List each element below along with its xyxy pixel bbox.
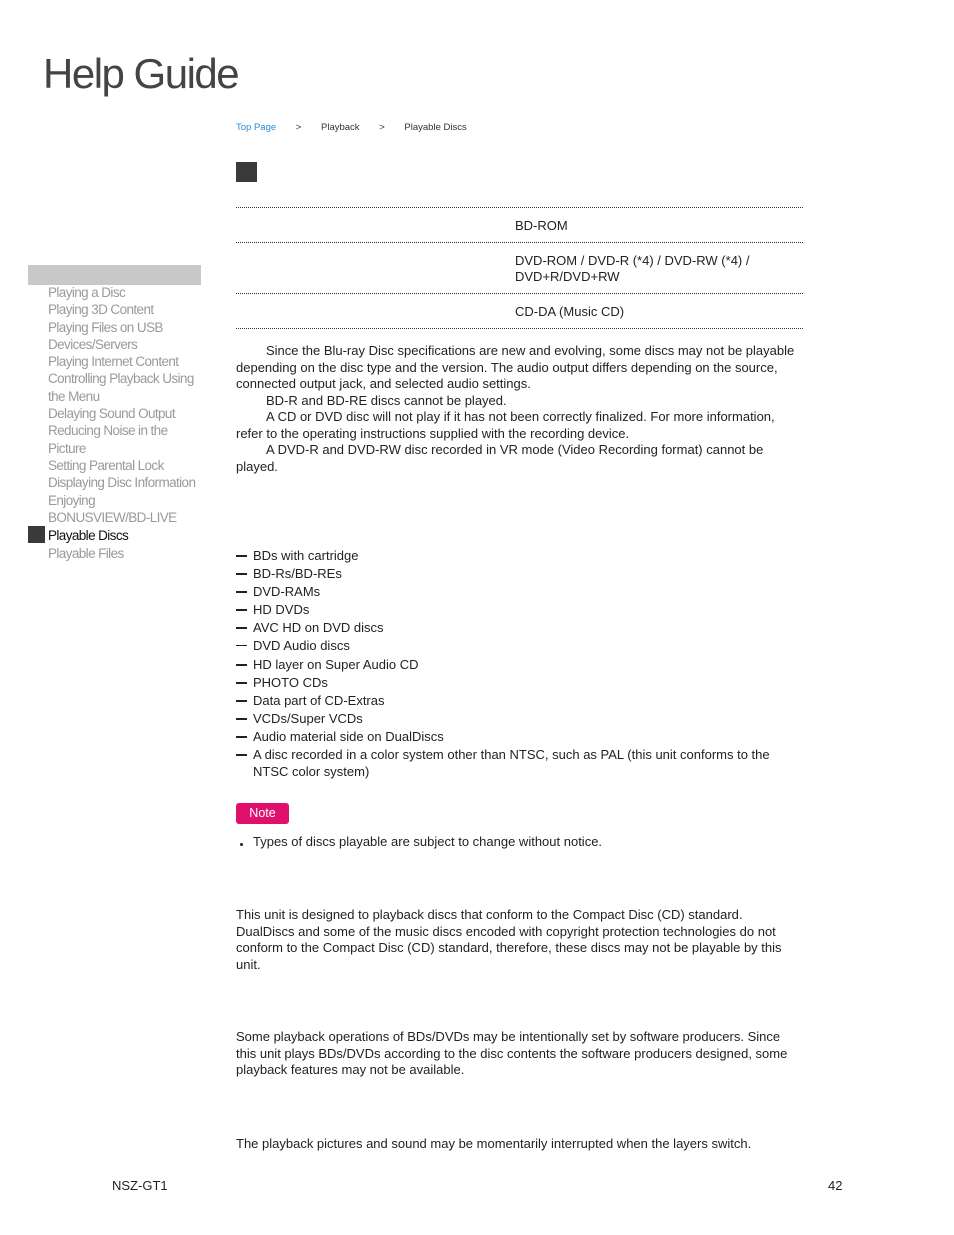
list-item-text: BDs with cartridge <box>253 548 359 563</box>
sidebar-item-enjoying-cont[interactable]: BONUSVIEW/BD-LIVE <box>48 509 177 525</box>
note-badge: Note <box>236 803 289 824</box>
unplayable-discs-list <box>236 547 796 780</box>
note-text: Types of discs playable are subject to change without notice. <box>253 834 603 849</box>
dash-icon <box>236 664 247 666</box>
dash-icon <box>236 718 247 720</box>
sidebar-item-parental-lock[interactable]: Setting Parental Lock <box>48 457 164 473</box>
sidebar-item-enjoying[interactable]: Enjoying <box>48 492 95 508</box>
list-item-text: AVC HD on DVD discs <box>253 620 384 636</box>
software-paragraph: Some playback operations of BDs/DVDs may be intentionally set by software producers. Since this unit plays BDs/DVDs according to the disc contents the software producers designed, some playback features may not be available. <box>236 1029 788 1077</box>
sidebar-item-playable-files[interactable]: Playable Files <box>48 546 124 562</box>
sidebar-item-playing-files-usb[interactable]: Playing Files on USB <box>48 319 163 335</box>
list-item-text: DVD Audio discs <box>253 638 350 654</box>
sidebar-item-playing-3d-content[interactable]: Playing 3D Content <box>48 302 154 318</box>
dash-icon <box>236 682 247 684</box>
list-item <box>236 547 796 565</box>
list-item <box>236 601 796 619</box>
sidebar-item-playable-discs[interactable]: Playable Discs <box>48 528 129 544</box>
list-item-text: BD-Rs/BD-REs <box>253 566 342 582</box>
list-item <box>236 728 796 746</box>
breadcrumb-current: Playable Discs <box>404 122 467 133</box>
sidebar-item-controlling-playback[interactable]: Controlling Playback Using <box>48 371 194 387</box>
list-item <box>236 746 796 780</box>
footer-model: NSZ-GT1 <box>112 1178 168 1193</box>
note-paragraph: BD-R and BD-RE discs cannot be played. <box>266 392 507 408</box>
disc-table-row <box>236 293 803 329</box>
list-item-text: A disc recorded in a color system other than NTSC, such as PAL (this unit conforms to the NTSC color system) <box>253 747 770 779</box>
note-paragraph: Since the Blu-ray Disc specifications are new and evolving, some discs may not be playable depending on the disc type and the version. The audio output differs depending on the source, connected output jack, and selected audio settings. <box>236 343 795 391</box>
list-item-text: HD DVDs <box>253 602 310 618</box>
dash-icon <box>236 591 247 593</box>
list-item <box>236 565 796 583</box>
sidebar-item-playing-internet-content[interactable]: Playing Internet Content <box>48 354 179 370</box>
dash-icon <box>236 627 247 629</box>
cd-standard-paragraph: This unit is designed to playback discs that conform to the Compact Disc (CD) standard. DualDiscs and some of the music discs encoded with copyright protection technologies do not conform to the Compact Disc (CD) standard, therefore, these discs may not be playable by this unit. <box>236 907 782 972</box>
list-item-text: HD layer on Super Audio CD <box>253 656 419 672</box>
layers-paragraph: The playback pictures and sound may be momentarily interrupted when the layers switch. <box>236 1136 752 1151</box>
sidebar-item-reducing-noise-cont[interactable]: Picture <box>48 440 86 456</box>
list-item-text: VCDs/Super VCDs <box>253 710 363 726</box>
list-item-text: Data part of CD-Extras <box>253 692 385 708</box>
list-item <box>236 583 796 601</box>
breadcrumb-separator: > <box>295 122 302 133</box>
list-item-text: DVD-RAMs <box>253 584 321 600</box>
dash-icon <box>236 700 247 702</box>
sidebar-nav <box>48 284 198 563</box>
dash-icon <box>236 555 247 557</box>
dash-icon <box>236 736 247 738</box>
sidebar-item-playing-a-disc[interactable]: Playing a Disc <box>48 285 126 300</box>
disc-type-value: CD-DA (Music CD) <box>515 304 625 319</box>
sidebar-item-controlling-playback-cont[interactable]: the Menu <box>48 388 100 404</box>
note-paragraph: A CD or DVD disc will not play if it has not been correctly finalized. For more information, refer to the operating instructions supplied with the recording device. <box>236 409 775 441</box>
list-item <box>236 710 796 728</box>
dash-icon <box>236 645 247 646</box>
dash-icon <box>236 609 247 611</box>
list-item <box>236 674 796 692</box>
list-item <box>236 692 796 710</box>
breadcrumb <box>236 122 467 133</box>
dash-icon <box>236 754 247 756</box>
disc-notes-block <box>236 343 796 475</box>
list-item-text: PHOTO CDs <box>253 674 328 690</box>
note-paragraph: A DVD-R and DVD-RW disc recorded in VR mode (Video Recording format) cannot be played. <box>236 442 764 474</box>
list-item <box>236 656 796 674</box>
list-item-text: Audio material side on DualDiscs <box>253 728 444 744</box>
list-item <box>236 637 796 655</box>
sidebar-active-marker <box>28 526 45 543</box>
playable-disc-table <box>236 207 803 329</box>
dash-icon <box>236 573 247 575</box>
breadcrumb-separator: > <box>379 122 385 133</box>
bullet-icon <box>240 843 243 846</box>
disc-table-row <box>236 207 803 242</box>
note-list-item <box>236 834 602 849</box>
breadcrumb-playback: Playback <box>321 122 360 133</box>
sidebar-item-disc-information[interactable]: Displaying Disc Information <box>48 475 196 491</box>
sidebar-item-reducing-noise[interactable]: Reducing Noise in the <box>48 423 168 439</box>
sidebar-section-bar <box>28 265 201 285</box>
sidebar-item-delaying-sound[interactable]: Delaying Sound Output <box>48 406 175 422</box>
footer-page-number: 42 <box>828 1178 843 1193</box>
section-heading-marker <box>236 162 257 182</box>
disc-type-value: BD-ROM <box>515 218 568 233</box>
breadcrumb-top-page-link[interactable]: Top Page <box>236 122 277 133</box>
disc-type-value: DVD-ROM / DVD-R (*4) / DVD-RW (*4) / DVD+R/DVD+RW <box>515 253 750 284</box>
page-title: Help Guide <box>43 50 239 97</box>
list-item <box>236 619 796 637</box>
sidebar-item-playing-files-usb-cont[interactable]: Devices/Servers <box>48 336 138 352</box>
disc-table-row <box>236 242 803 293</box>
